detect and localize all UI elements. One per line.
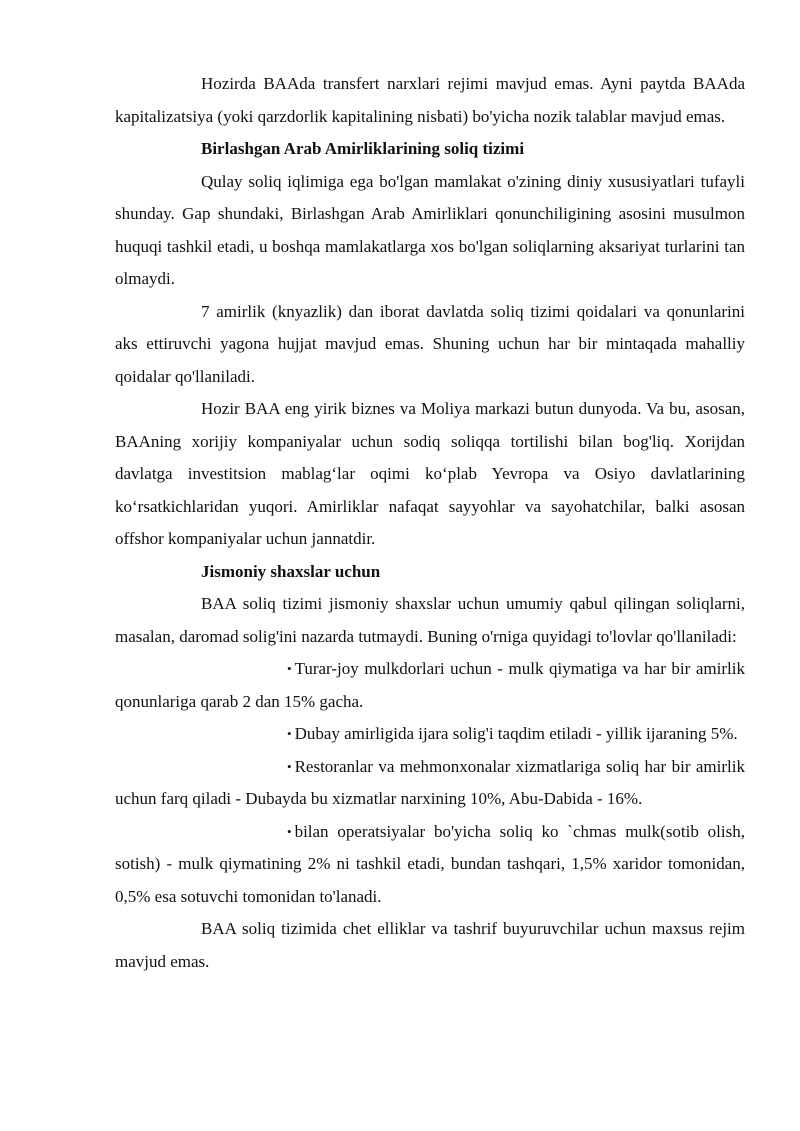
bullet-marker: • xyxy=(287,823,292,839)
bullet-marker: • xyxy=(287,726,292,741)
paragraph-individual-taxes: BAA soliq tizimi jismoniy shaxslar uchun umumiy qabul qilingan soliqlarni, masalan, daromad solig'ini nazarda tutmaydi. Buning o'rniga quyidagi to'lovlar qo'llaniladi: xyxy=(115,594,745,646)
bullet-item-rent-tax xyxy=(115,718,745,751)
bullet-text: bilan operatsiyalar bo'yicha soliq ko `chmas mulk(sotib olish, sotish) - mulk qiymatining 2% ni tashkil etadi, bundan tashqari, 1,5% xaridor tomonidan, 0,5% esa sotuvchi tomonidan to'lanadi. xyxy=(115,821,745,906)
bullet-marker: • xyxy=(287,661,292,676)
paragraph-transfer-pricing: Hozirda BAAda transfert narxlari rejimi mavjud emas. Ayni paytda BAAda kapitalizatsiya (yoki qarzdorlik kapitalining nisbati) bo'yicha nozik talablar mavjud emas. xyxy=(115,74,745,126)
bullet-item-property-owners xyxy=(115,653,745,718)
paragraph-business-center: Hozir BAA eng yirik biznes va Moliya markazi butun dunyoda. Va bu, asosan, BAAning xorijiy kompaniyalar uchun sodiq soliqqa tortilishi bilan bog'liq. Xorijdan davlatga investitsion mablag‘lar oqimi ko‘plab Yevropa va Osiyo davlatlarining ko‘rsatkichlaridan yuqori. Amirliklar nafaqat sayyohlar va sayohatchilar, balki asosan offshor kompaniyalar uchun jannatdir. xyxy=(115,399,745,548)
paragraph-religious-features: Qulay soliq iqlimiga ega bo'lgan mamlakat o'zining diniy xususiyatlari tufayli shunday. Gap shundaki, Birlashgan Arab Amirliklari qonunchiligining asosini musulmon huquqi tashkil etadi, u boshqa mamlakatlarga xos bo'lgan soliqlarning aksariyat turlarini tan olmaydi. xyxy=(115,171,745,288)
bullet-text: Dubay amirligida ijara solig'i taqdim etiladi - yillik ijaraning 5%. xyxy=(294,724,738,743)
bullet-marker: • xyxy=(287,758,292,774)
paragraph-seven-emirates: 7 amirlik (knyazlik) dan iborat davlatda soliq tizimi qoidalari va qonunlarini aks ettiruvchi yagona hujjat mavjud emas. Shuning uchun har bir mintaqada mahalliy qoidalar qo'llaniladi. xyxy=(115,301,745,386)
heading-uae-tax-system: Birlashgan Arab Amirliklarining soliq tizimi xyxy=(201,139,525,158)
heading-individuals: Jismoniy shaxslar uchun xyxy=(201,561,381,581)
bullet-item-real-estate-tax xyxy=(115,816,745,914)
paragraph-no-special-regime: BAA soliq tizimida chet elliklar va tashrif buyuruvchilar uchun maxsus rejim mavjud emas. xyxy=(115,919,745,971)
bullet-item-restaurant-hotel-tax xyxy=(115,751,745,816)
document-page xyxy=(115,68,745,978)
bullet-text: Turar-joy mulkdorlari uchun - mulk qiymatiga va har bir amirlik qonunlariga qarab 2 dan 15% gacha. xyxy=(115,659,745,711)
bullet-text: Restoranlar va mehmonxonalar xizmatlariga soliq har bir amirlik uchun farq qiladi - Dubayda bu xizmatlar narxining 10%, Abu-Dabida - 16%. xyxy=(115,756,745,808)
